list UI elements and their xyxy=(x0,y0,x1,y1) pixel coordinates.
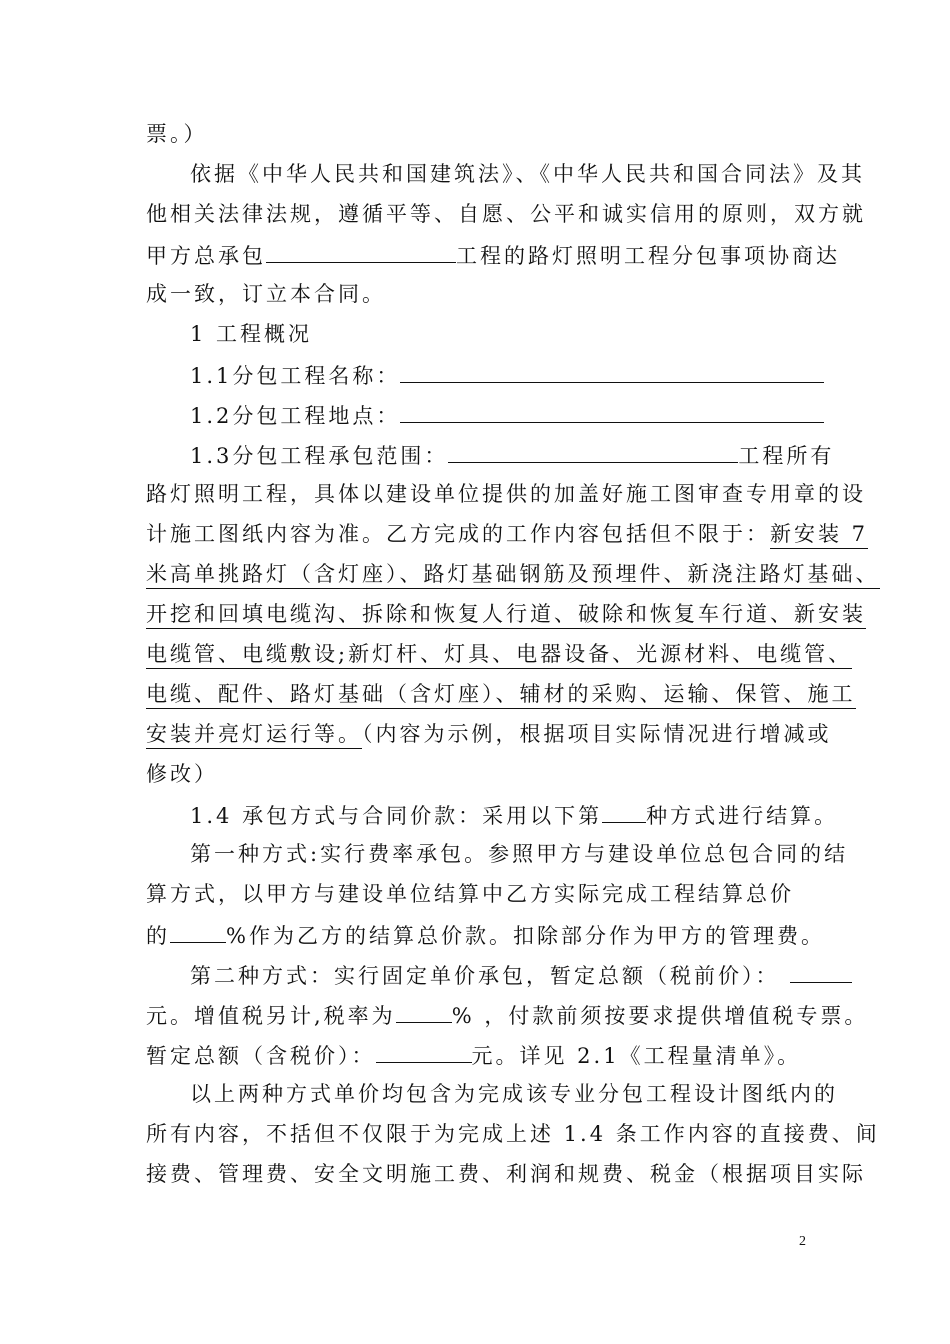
text-line: 修改） xyxy=(146,762,218,786)
blank-subcontract-location[interactable] xyxy=(400,400,824,423)
blank-project-name[interactable] xyxy=(266,240,456,263)
text-line: 依据《中华人民共和国建筑法》、《中华人民共和国合同法》及其 xyxy=(190,162,865,186)
text-fragment: 第二种方式：实行固定单价承包，暂定总额（税前价）： xyxy=(190,964,780,988)
text-fragment: 计施工图纸内容为准。乙方完成的工作内容包括但不限于： xyxy=(146,522,770,546)
underlined-text: 米高单挑路灯（含灯座）、路灯基础钢筋及预埋件、新浇注路灯基础、 xyxy=(146,562,880,589)
text-line xyxy=(146,1040,801,1070)
text-line xyxy=(146,240,840,270)
text-line xyxy=(146,600,866,628)
text-line: 成一致，订立本合同。 xyxy=(146,282,386,306)
text-line xyxy=(190,400,824,430)
text-line: 算方式，以甲方与建设单位结算中乙方实际完成工程结算总价 xyxy=(146,882,794,906)
underlined-text: 开挖和回填电缆沟、拆除和恢复人行道、破除和恢复车行道、新安装 xyxy=(146,602,866,629)
text-fragment: 暂定总额（含税价）： xyxy=(146,1044,376,1068)
blank-subcontract-name[interactable] xyxy=(400,360,824,383)
blank-tax-inclusive-total[interactable] xyxy=(376,1040,472,1063)
text-line xyxy=(190,360,824,390)
text-fragment: 的 xyxy=(146,924,170,948)
field-label: 1.3分包工程承包范围： xyxy=(190,444,449,468)
blank-pre-tax-total[interactable] xyxy=(790,960,852,983)
text-line: 票。） xyxy=(146,122,208,146)
text-line xyxy=(146,640,852,668)
underlined-text: 新安装 7 xyxy=(770,522,868,549)
blank-subcontract-scope[interactable] xyxy=(448,440,738,463)
text-line xyxy=(146,680,856,708)
text-line xyxy=(190,440,834,470)
text-line xyxy=(190,800,838,830)
text-fragment: %作为乙方的结算总价款。扣除部分作为甲方的管理费。 xyxy=(226,924,825,948)
text-fragment: 甲方总承包 xyxy=(146,244,266,268)
text-fragment: 工程所有 xyxy=(738,444,835,468)
text-fragment: 1.4 承包方式与合同价款：采用以下第 xyxy=(190,804,603,828)
text-line xyxy=(146,720,832,748)
underlined-text: 电缆、配件、路灯基础（含灯座）、辅材的采购、运输、保管、施工 xyxy=(146,682,856,709)
section-heading: 1 工程概况 xyxy=(190,322,313,346)
text-line: 第一种方式:实行费率承包。参照甲方与建设单位总包合同的结 xyxy=(190,842,849,866)
text-fragment: 元。详见 2.1《工程量清单》。 xyxy=(471,1044,802,1068)
text-line: 以上两种方式单价均包含为完成该专业分包工程设计图纸内的 xyxy=(190,1082,838,1106)
text-fragment: 工程的路灯照明工程分包事项协商达 xyxy=(456,244,840,268)
text-line: 所有内容，不括但不仅限于为完成上述 1.4 条工作内容的直接费、间 xyxy=(146,1122,880,1146)
text-line xyxy=(146,520,868,548)
text-fragment: （内容为示例，根据项目实际情况进行增减或 xyxy=(362,722,832,746)
text-line: 他相关法律法规，遵循平等、自愿、公平和诚实信用的原则，双方就 xyxy=(146,202,866,226)
blank-tax-rate[interactable] xyxy=(396,1000,452,1023)
text-line: 路灯照明工程，具体以建设单位提供的加盖好施工图审查专用章的设 xyxy=(146,482,866,506)
text-line xyxy=(146,560,880,588)
text-line xyxy=(190,960,852,990)
text-line: 接费、管理费、安全文明施工费、利润和规费、税金（根据项目实际 xyxy=(146,1162,866,1186)
underlined-text: 安装并亮灯运行等。 xyxy=(146,722,362,749)
field-label: 1.1分包工程名称： xyxy=(190,364,401,388)
underlined-text: 电缆管、电缆敷设;新灯杆、灯具、电器设备、光源材料、电缆管、 xyxy=(146,642,852,669)
blank-method-number[interactable] xyxy=(602,800,646,823)
text-fragment: % ，付款前须按要求提供增值税专票。 xyxy=(451,1004,869,1028)
page-number: 2 xyxy=(799,1234,806,1249)
text-line xyxy=(146,1000,868,1030)
text-fragment: 种方式进行结算。 xyxy=(646,804,839,828)
blank-rate-percent[interactable] xyxy=(170,920,226,943)
text-fragment: 元。增值税另计,税率为 xyxy=(146,1004,396,1028)
text-line xyxy=(146,920,825,950)
field-label: 1.2分包工程地点： xyxy=(190,404,401,428)
